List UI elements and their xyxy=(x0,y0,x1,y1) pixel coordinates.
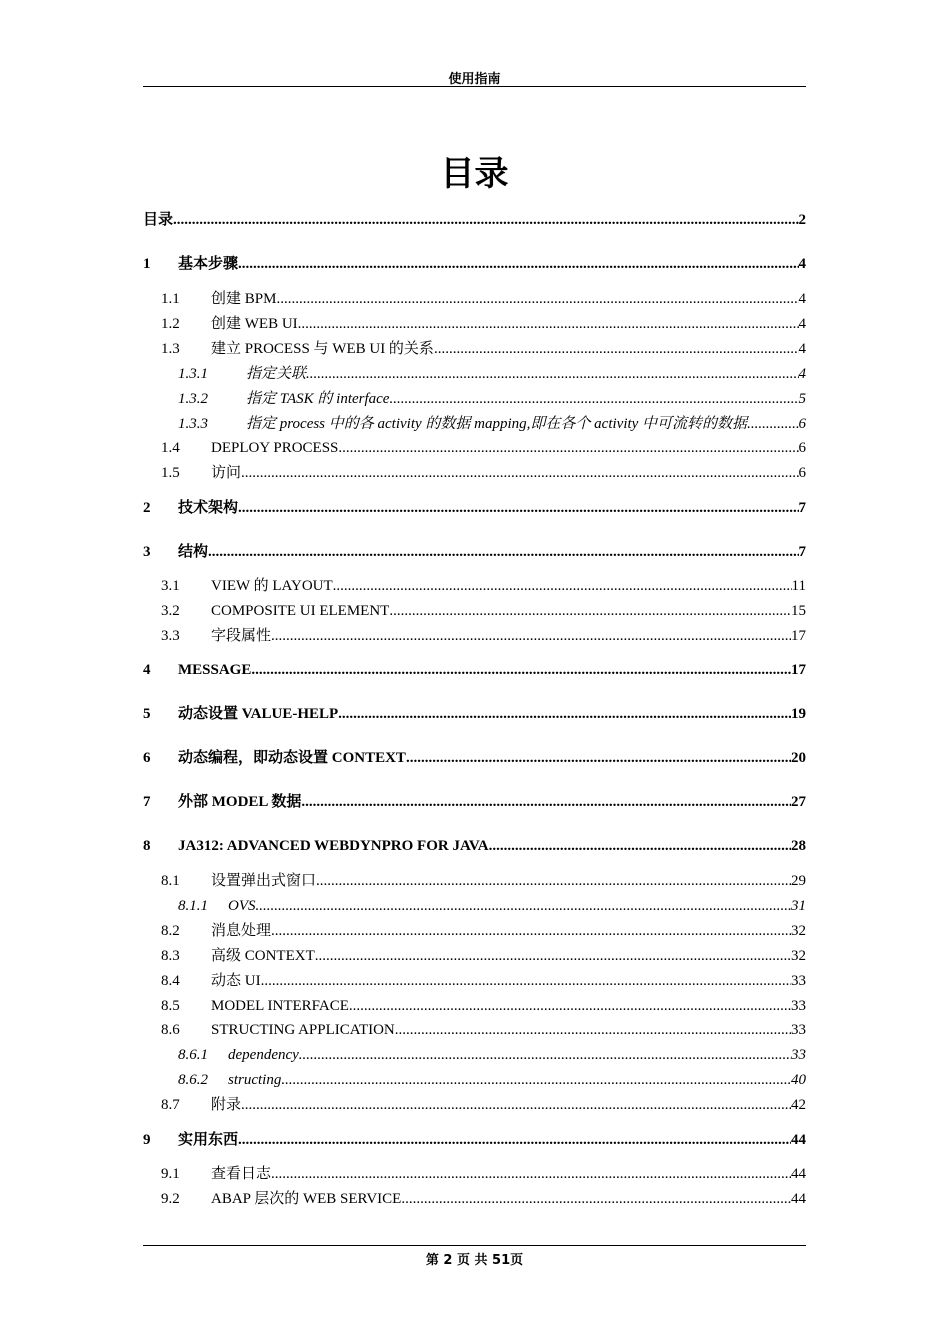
toc-entry[interactable] xyxy=(143,1130,806,1150)
toc-entry-page: 32 xyxy=(791,948,806,964)
toc-dot-leader xyxy=(301,792,791,812)
toc-entry-page: 33 xyxy=(791,1047,806,1063)
toc-entry-number: 1.3 xyxy=(161,341,180,357)
toc-entry-title: 基本步骤 xyxy=(178,256,239,272)
toc-entry[interactable] xyxy=(143,389,806,409)
toc-entry[interactable] xyxy=(143,1020,806,1040)
toc-entry-title: 高级 CONTEXT xyxy=(211,948,315,964)
toc-entry-title: JA312: ADVANCED WEBDYNPRO FOR JAVA xyxy=(178,838,489,854)
toc-entry-title: 创建 BPM xyxy=(211,291,277,307)
toc-dot-leader xyxy=(389,389,798,409)
toc-entry-number: 4 xyxy=(143,662,151,678)
toc-entry[interactable] xyxy=(143,364,806,384)
toc-entry-title: 指定 TASK 的 interface xyxy=(246,391,390,407)
toc-entry-page: 2 xyxy=(798,212,806,228)
page-footer: 第 2 页 共 51页 xyxy=(425,1253,524,1268)
toc-entry-page: 33 xyxy=(791,973,806,989)
toc-entry-title: 附录 xyxy=(211,1097,242,1113)
toc-entry-page: 6 xyxy=(798,465,806,481)
toc-entry[interactable] xyxy=(143,314,806,334)
toc-entry[interactable] xyxy=(143,704,806,724)
toc-dot-leader xyxy=(241,1095,791,1115)
toc-entry-title: MODEL INTERFACE xyxy=(211,998,349,1014)
toc-entry-number: 1.4 xyxy=(161,440,180,456)
toc-dot-leader xyxy=(401,1189,791,1209)
toc-entry-page: 29 xyxy=(791,873,806,889)
toc-entry-title: structing xyxy=(228,1072,282,1088)
toc-entry-number: 2 xyxy=(143,500,151,516)
toc-entry[interactable] xyxy=(143,748,806,768)
toc-entry-page: 40 xyxy=(791,1072,806,1088)
toc-entry[interactable] xyxy=(143,996,806,1016)
toc-entry[interactable] xyxy=(143,601,806,621)
toc-entry-page: 20 xyxy=(791,750,806,766)
running-header: 使用指南 xyxy=(448,72,501,87)
toc-entry-page: 4 xyxy=(798,256,806,272)
toc-entry[interactable] xyxy=(143,289,806,309)
toc-entry-page: 4 xyxy=(798,291,806,307)
toc-entry-page: 5 xyxy=(798,391,806,407)
toc-dot-leader xyxy=(238,254,798,274)
toc-dot-leader xyxy=(333,576,792,596)
toc-entry-number: 8.6.1 xyxy=(178,1047,208,1063)
toc-entry[interactable] xyxy=(143,414,806,434)
toc-entry-number: 8.2 xyxy=(161,923,180,939)
toc-entry-number: 8.5 xyxy=(161,998,180,1014)
toc-entry[interactable] xyxy=(143,896,806,916)
toc-dot-leader xyxy=(271,921,791,941)
toc-entry[interactable] xyxy=(143,921,806,941)
toc-entry[interactable] xyxy=(143,1070,806,1090)
toc-entry-page: 33 xyxy=(791,1022,806,1038)
toc-entry-page: 4 xyxy=(798,341,806,357)
toc-entry-page: 33 xyxy=(791,998,806,1014)
toc-dot-leader xyxy=(271,626,791,646)
toc-entry-page: 44 xyxy=(791,1166,806,1182)
toc-entry[interactable] xyxy=(143,1045,806,1065)
toc-entry-number: 8.6.2 xyxy=(178,1072,208,1088)
toc-entry-title: 字段属性 xyxy=(211,628,272,644)
toc-entry-page: 17 xyxy=(791,628,806,644)
toc-entry-title: 动态设置 VALUE-HELP xyxy=(178,706,339,722)
toc-entry-title: 目录 xyxy=(143,212,174,228)
toc-entry-page: 31 xyxy=(791,898,806,914)
toc-entry-number: 1.2 xyxy=(161,316,180,332)
toc-entry-title: 建立 PROCESS 与 WEB UI 的关系 xyxy=(211,341,434,357)
toc-dot-leader xyxy=(173,210,798,230)
toc-entry[interactable] xyxy=(143,463,806,483)
toc-entry-title: 动态编程，即动态设置 CONTEXT xyxy=(178,750,406,766)
toc-dot-leader xyxy=(489,836,791,856)
toc-dot-leader xyxy=(238,1130,791,1150)
toc-entry-title: COMPOSITE UI ELEMENT xyxy=(211,603,390,619)
toc-entry[interactable] xyxy=(143,792,806,812)
toc-entry-number: 3.1 xyxy=(161,578,180,594)
footer-divider xyxy=(143,1245,806,1246)
toc-entry-title: 查看日志 xyxy=(211,1166,272,1182)
toc-entry-number: 1 xyxy=(143,256,151,272)
toc-entry-title: 创建 WEB UI xyxy=(211,316,298,332)
toc-dot-leader xyxy=(281,1070,791,1090)
toc-entry-title: DEPLOY PROCESS xyxy=(211,440,339,456)
toc-entry[interactable] xyxy=(143,576,806,596)
toc-entry-title: 技术架构 xyxy=(178,500,239,516)
toc-entry-number: 5 xyxy=(143,706,151,722)
toc-entry-number: 9.1 xyxy=(161,1166,180,1182)
toc-entry-page: 17 xyxy=(791,662,806,678)
toc-dot-leader xyxy=(208,542,798,562)
toc-entry[interactable] xyxy=(143,339,806,359)
toc-dot-leader xyxy=(306,364,798,384)
toc-entry-number: 3 xyxy=(143,544,151,560)
toc-entry-page: 11 xyxy=(791,578,806,594)
toc-entry-number: 1.1 xyxy=(161,291,180,307)
toc-entry-number: 1.3.1 xyxy=(178,366,208,382)
toc-entry-page: 6 xyxy=(798,440,806,456)
toc-entry-page: 7 xyxy=(798,544,806,560)
toc-entry[interactable] xyxy=(143,660,806,680)
toc-dot-leader xyxy=(406,748,791,768)
toc-entry-number: 8.3 xyxy=(161,948,180,964)
toc-entry-title: STRUCTING APPLICATION xyxy=(211,1022,395,1038)
toc-entry-number: 1.5 xyxy=(161,465,180,481)
toc-entry-number: 1.3.2 xyxy=(178,391,208,407)
toc-entry-number: 9.2 xyxy=(161,1191,180,1207)
toc-dot-leader xyxy=(315,946,791,966)
toc-entry-page: 4 xyxy=(798,366,806,382)
toc-entry-number: 8.6 xyxy=(161,1022,180,1038)
toc-entry-page: 32 xyxy=(791,923,806,939)
toc-dot-leader xyxy=(389,601,791,621)
toc-entry-page: 4 xyxy=(798,316,806,332)
page-title: 目录 xyxy=(440,154,509,194)
toc-entry[interactable] xyxy=(143,946,806,966)
toc-entry-title: dependency xyxy=(228,1047,299,1063)
toc-entry-number: 9 xyxy=(143,1132,151,1148)
toc-entry-number: 3.3 xyxy=(161,628,180,644)
toc-entry-number: 7 xyxy=(143,794,151,810)
toc-dot-leader xyxy=(395,1020,791,1040)
toc-entry-title: 指定 process 中的各 activity 的数据 mapping,即在各个 activity 中可流转的数据 xyxy=(246,416,748,432)
toc-entry-title: OVS xyxy=(228,898,256,914)
toc-entry-title: MESSAGE xyxy=(178,662,252,678)
toc-dot-leader xyxy=(338,704,791,724)
toc-entry-title: 外部 MODEL 数据 xyxy=(178,794,302,810)
toc-dot-leader xyxy=(251,660,791,680)
toc-entry-page: 19 xyxy=(791,706,806,722)
toc-entry-page: 27 xyxy=(791,794,806,810)
toc-entry[interactable] xyxy=(143,626,806,646)
toc-entry[interactable] xyxy=(143,254,806,274)
toc-entry-page: 28 xyxy=(791,838,806,854)
toc-dot-leader xyxy=(349,996,791,1016)
toc-entry-page: 6 xyxy=(798,416,806,432)
toc-entry[interactable] xyxy=(143,1164,806,1184)
toc-dot-leader xyxy=(747,414,798,434)
toc-entry-title: 指定关联 xyxy=(246,366,307,382)
toc-entry-number: 8.7 xyxy=(161,1097,180,1113)
toc-entry-number: 8.4 xyxy=(161,973,180,989)
toc-entry[interactable] xyxy=(143,1189,806,1209)
toc-dot-leader xyxy=(434,339,799,359)
toc-entry-title: 结构 xyxy=(178,544,209,560)
toc-entry-number: 8.1 xyxy=(161,873,180,889)
toc-entry[interactable] xyxy=(143,498,806,518)
toc-entry-title: 访问 xyxy=(211,465,242,481)
toc-entry-number: 8.1.1 xyxy=(178,898,208,914)
toc-entry-page: 42 xyxy=(791,1097,806,1113)
toc-entry[interactable] xyxy=(143,438,806,458)
toc-entry-title: 设置弹出式窗口 xyxy=(211,873,317,889)
toc-dot-leader xyxy=(299,1045,791,1065)
toc-dot-leader xyxy=(271,1164,791,1184)
toc-entry-title: 消息处理 xyxy=(211,923,272,939)
toc-entry-number: 8 xyxy=(143,838,151,854)
toc-entry-page: 44 xyxy=(791,1132,806,1148)
toc-entry[interactable] xyxy=(143,542,806,562)
header-divider xyxy=(143,86,806,87)
toc-entry-number: 6 xyxy=(143,750,151,766)
toc-entry-page: 44 xyxy=(791,1191,806,1207)
toc-dot-leader xyxy=(316,871,791,891)
toc-entry-page: 7 xyxy=(798,500,806,516)
toc-entry-number: 3.2 xyxy=(161,603,180,619)
toc-entry-page: 15 xyxy=(791,603,806,619)
toc-entry[interactable] xyxy=(143,836,806,856)
toc-dot-leader xyxy=(256,896,792,916)
toc-entry[interactable] xyxy=(143,210,806,230)
toc-entry[interactable] xyxy=(143,1095,806,1115)
toc-dot-leader xyxy=(298,314,799,334)
toc-entry[interactable] xyxy=(143,871,806,891)
toc-dot-leader xyxy=(238,498,798,518)
toc-entry-number: 1.3.3 xyxy=(178,416,208,432)
toc-entry-title: ABAP 层次的 WEB SERVICE xyxy=(211,1191,402,1207)
toc-entry-title: 实用东西 xyxy=(178,1132,239,1148)
toc-dot-leader xyxy=(261,971,791,991)
toc-dot-leader xyxy=(338,438,798,458)
toc-entry-title: 动态 UI xyxy=(211,973,261,989)
toc-entry[interactable] xyxy=(143,971,806,991)
toc-dot-leader xyxy=(276,289,798,309)
toc-dot-leader xyxy=(241,463,798,483)
toc-entry-title: VIEW 的 LAYOUT xyxy=(211,578,333,594)
